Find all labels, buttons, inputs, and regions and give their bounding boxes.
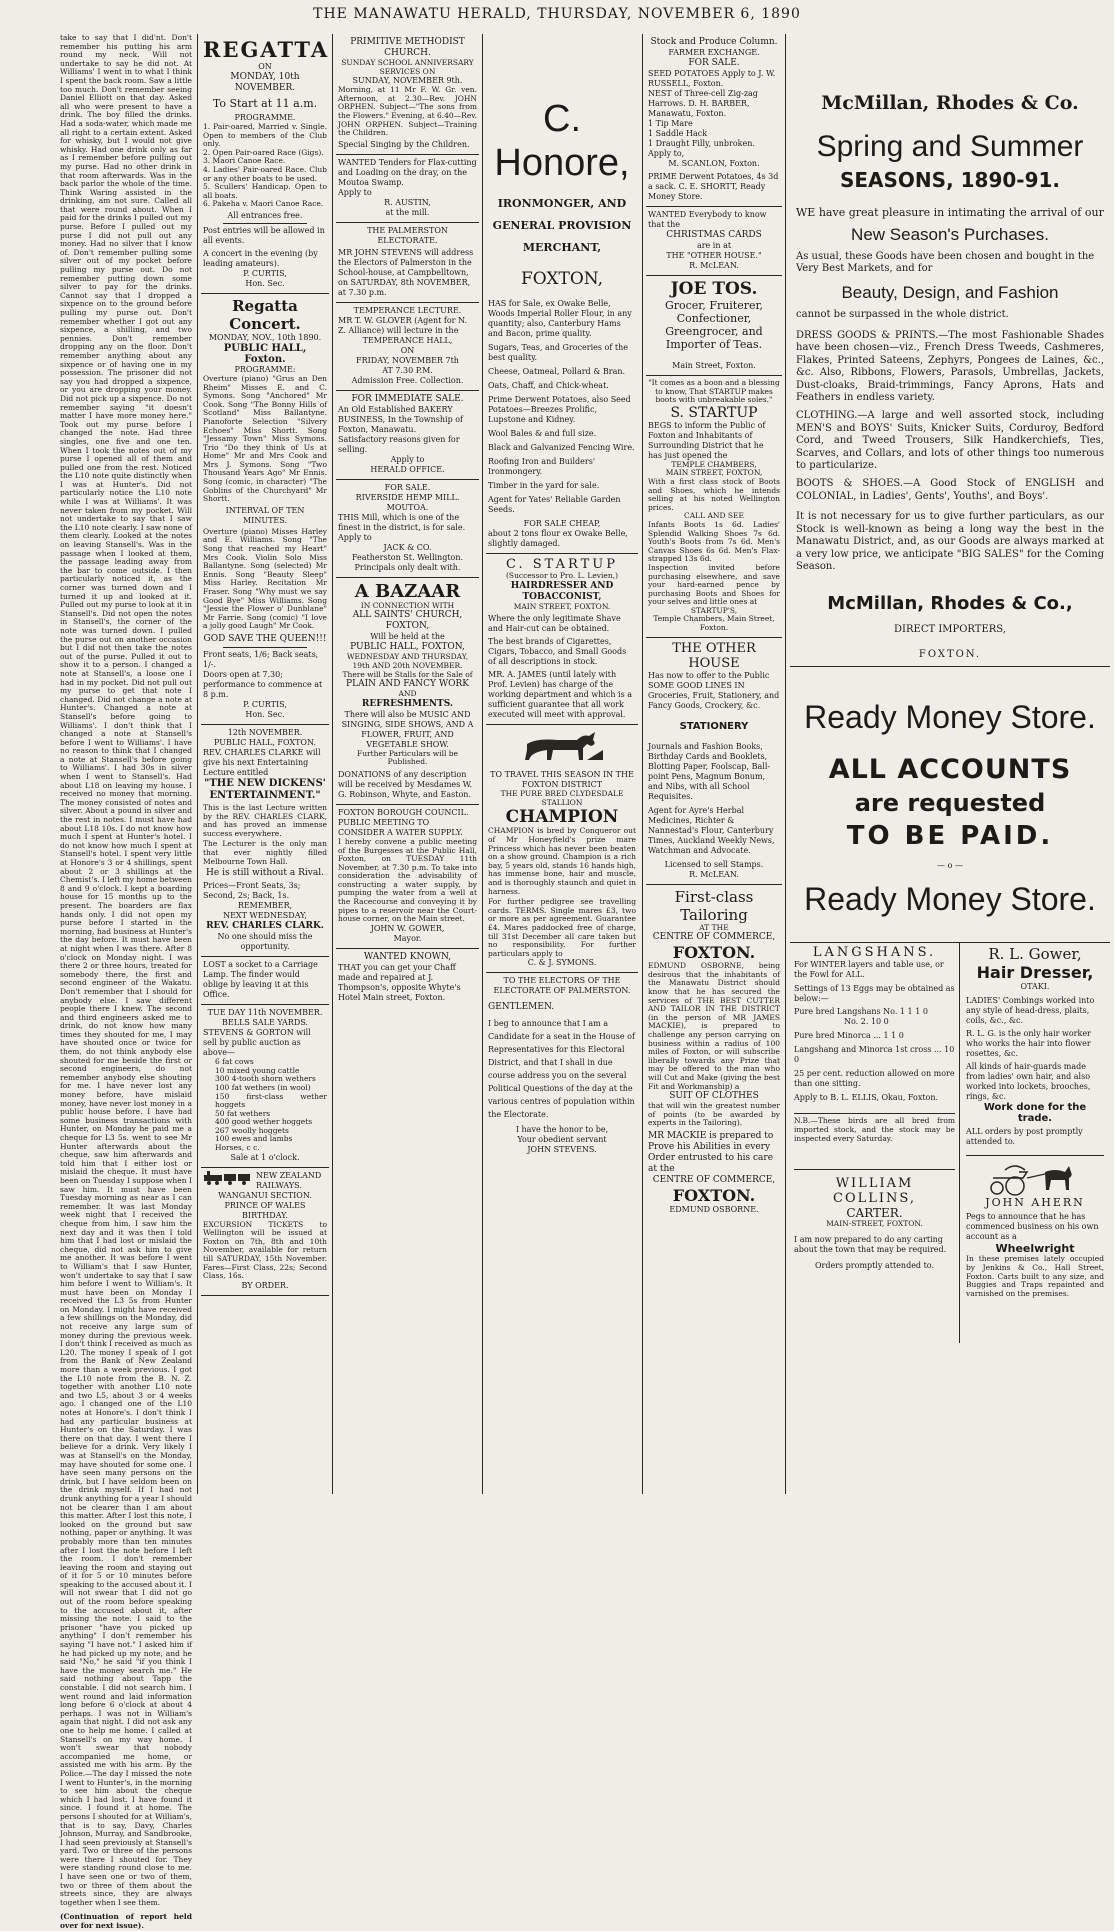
wanted-known-title: WANTED KNOWN, [363,951,452,962]
boots-temple-2: Temple Chambers, Main Street, Foxton. [653,614,775,633]
produce-item: 1 Tip Mare [648,119,693,128]
borough-title: FOXTON BOROUGH COUNCIL. [338,807,469,817]
bazaar-hall: PUBLIC HALL, FOXTON, [350,642,465,653]
tailoring-foxton: FOXTON. [672,943,756,963]
honore-ad [486,34,638,554]
mayor: Mayor. [393,933,422,943]
stationery-title: STATIONERY [679,720,749,732]
joe-tos-trade: Grocer, Fruiterer, Confectioner, Greengrocer, and Importer of Teas. [664,299,764,351]
apply-to: Apply to [390,454,425,464]
tailoring-centre: CENTRE OF COMMERCE, [652,932,776,943]
seed-potatoes: SEED POTATOES Apply to J. W. RUSSELL, Foxton. [648,69,776,88]
honore-wire: Black and Galvanized Fencing Wire. [488,443,635,452]
regatta-title: REGATTA [203,37,330,62]
borough-sub: PUBLIC MEETING TO CONSIDER A WATER SUPPLY. [338,817,463,837]
bazaar-church: ALL SAINTS' CHURCH, FOXTON, [352,610,463,632]
regatta-concert-ad [201,294,329,725]
collins-ad [794,1169,955,1271]
ready-money-ad [790,667,1110,943]
langshans-reduction: 25 per cent. reduction allowed on more than one sitting. [794,1069,955,1089]
concert-title: Regatta Concert. [229,296,301,333]
austin-mill: at the mill. [385,207,430,217]
temp-free: Admission Free. Collection. [351,375,464,385]
mcmillan-we-have: WE have great pleasure in intimating the arrival of our [796,206,1104,219]
apply-to: Apply to [338,187,372,197]
tailoring-suit-body: that will win the greatest number of points (to be awarded by experts in the Tailoring). [648,1101,780,1128]
sale-item: Horses, c c. [215,1143,260,1153]
boots-startups: STARTUP'S, [690,605,738,615]
sale-time: Sale at 1 o'clock. [230,1152,300,1162]
langshans-nb: N.B.—These birds are all bred from imported stock, and the stock may be inspected every Saturday. [794,1113,955,1143]
startup-where: Where the only legitimate Shave and Hair-cut can be obtained. [488,614,621,634]
mcmillan-clothing: CLOTHING.—A large and well assorted stock, including MEN'S and BOYS' Suits, Knicker Suits, Corduroy, Bedford Cord, and Tweed Trousers, Silk Handkerchiefs, Ties, Scarves, and Collars, and lots of other things too numerous to particularize. [796,410,1104,472]
bazaar-ad [336,578,479,805]
temp-on: ON [400,345,415,355]
xmas-cards: CHRISTMAS CARDS [666,230,762,240]
column-rule [642,34,643,1494]
gower-hairdresser: Hair Dresser, [976,963,1094,983]
divider: — o — [937,861,963,871]
honore-timber: Timber in the yard for sale. [488,481,600,490]
ahern-premises: In these premises lately occupied by Jenkins & Co., Hall Street, Foxton. Carts built to any size, and Buggies and Traps repainted and varnished on the premises. [966,1254,1104,1298]
sale-item: 400 good wether hoggets [215,1117,313,1127]
scanlon: M. SCANLON, Foxton. [668,159,760,168]
bazaar-dates: WEDNESDAY AND THURSDAY, 19th AND 20th NOVEMBER. [346,652,469,670]
startup-boots-ad [646,376,782,638]
column-rule [197,34,198,1494]
bazaar-stalls: There will be Stalls for the Sale of [342,669,473,679]
to-be-paid: TO BE PAID. [846,821,1054,852]
gower-only: R. L. G. is the only hair worker who works the hair into flower rosettes, &c. [966,1029,1091,1059]
bakery-body-2: Satisfactory reasons given for selling. [338,434,460,454]
seat-prices: Front seats, 1/6; Back seats, 1/-. [203,649,319,669]
collins-body: I am now prepared to do any carting about the town that may be required. [794,1234,947,1254]
god-save-queen: GOD SAVE THE QUEEN!!! [203,633,327,644]
gower: JOHN W. GOWER, [370,923,445,933]
lecture-body-3: The Lecturer is the only man that ever nightly filled Melbourne Town Hall. [203,839,327,866]
gower-orders: ALL orders by post promptly attended to. [966,1127,1083,1147]
sale-item: 50 fat wethers [215,1108,271,1118]
mcmillan-spring: Spring and Summer [816,130,1084,163]
column-6 [790,34,1110,1494]
lecture-prices: Prices—Front Seats, 3s; Second, 2s; Back, 1s. [203,881,301,901]
stationery-agent: Agent for Ayre's Herbal Medicines, Richter & Nannestad's Flour, Canterbury Times, Auckland Weekly News, Watchman and Advocate. [648,805,775,855]
bakery-body: An Old Established BAKERY BUSINESS, In the Township of Foxton, Manawatu. [338,404,464,434]
church-special: Special Singing by the Children. [338,139,470,149]
mcmillan-usual: As usual, these Goods have been chosen and bought in the Very Best Markets, and for [796,251,1095,274]
sale-yards: BELLS SALE YARDS. [222,1018,308,1028]
bottom-ads [790,943,1110,1343]
joe-tos-title: JOE TOS. [670,279,758,299]
horse-icon [517,730,607,768]
ahern-wheelwright: Wheelwright [995,1242,1075,1256]
tailoring-body: EDMUND OSBORNE, being desirous that the inhabitants of the Manawatu District should know that he has secured the services of THE BEST CUTTER AND TAILOR IN THE DISTRICT (in the person of MR JAMES MACKIE), is prepared to challenge any person carrying on business within a radius of 100 miles of Foxton, or will subscribe liberally towards any Prize that may be offered to the man who will Cut and Make (giving the best Fit and Workmanship) a [648,961,780,1091]
boots-prices: Infants Boots 1s 6d. Ladies' Splendid Walking Shoes 7s 6d. Youth's Boots from 7s 6d. Men's Canvas Shoes 6s 6d. Men's Flax-strapped 13s 6d. [648,519,780,564]
programme-item: 1. Pair-oared, Married v. Single. Open to members of the Club only. [203,122,327,149]
stevens-electors-ad [486,973,638,1158]
tailoring-mackie: MR MACKIE is prepared to Prove his Abilities in every Order entrusted to his care at the [648,1130,774,1174]
mcmillan-seasons: SEASONS, 1890-91. [839,168,1061,192]
lecture-title: "THE NEW DICKENS' ENTERTAINMENT." [204,777,326,801]
mcmillan-ad [790,92,1110,667]
concert-programme-heading: PROGRAMME: [234,364,296,374]
sale-item: 100 fat wethers (in wool) [215,1082,311,1092]
other-house-title: THE OTHER HOUSE [672,640,756,671]
sale-item: 150 first-class wether hoggets [215,1091,327,1110]
column-rule [482,34,483,1494]
ready-money-title-2: Ready Money Store. [804,881,1096,918]
sale-item: 267 woolly hoggets [215,1125,289,1135]
champion-travel: TO TRAVEL THIS SEASON IN THE FOXTON DISTRICT [490,770,634,790]
lecture-hall: PUBLIC HALL, FOXTON. [213,737,317,747]
sale-item: 6 fat cows [215,1057,254,1067]
borough-body: I hereby convene a public meeting of the Burgesses at the Public Hall, Foxton, on TUESDAY 11th November, at 7.30 p.m. To take into consideration the advisability of constructing a water supply, by pumping the water from a well at the Racecourse and conveying it by pipes to a reservoir near the Court-house corner, on the Main street. [338,836,477,924]
langshans-price: Pure bred Minorca ... 1 1 0 [794,1031,904,1041]
herald-office: HERALD OFFICE. [370,464,445,474]
next-wednesday: NEXT WEDNESDAY, [223,911,307,921]
farmer-exchange: FARMER EXCHANGE. [668,48,760,57]
startup-street: MAIN STREET, FOXTON. [513,601,611,611]
bazaar-music: There will also be MUSIC AND SINGING, SIDE SHOWS, AND A [341,709,474,729]
tailoring-title: First-class Tailoring [674,887,754,924]
langshans-price: Langshang and Minorca 1st cross ... 10 0 [794,1045,955,1065]
tailoring-osborne: EDMUND OSBORNE. [669,1204,759,1214]
honore-sugars: Sugars, Teas, and Groceries of the best quality. [488,343,628,362]
electors-honour: I have the honor to be, [515,1125,609,1135]
temp-title: TEMPERANCE LECTURE. [353,305,462,315]
mcmillan-direct: DIRECT IMPORTERS, [894,624,1006,636]
remember: REMEMBER, [237,901,293,911]
church-date: SUNDAY, NOVEMBER 9th. [352,76,463,86]
champion-stallion-ad [486,725,638,973]
gower-otaki: OTAKI. [1020,982,1050,992]
bazaar-held: Will be held at the [370,632,445,642]
boots-temple: TEMPLE CHAMBERS, [671,459,757,469]
honore-trade: IRONMONGER, AND GENERAL PROVISION MERCHANT, [492,197,632,254]
wanted-known-ad [336,949,479,1006]
sale-items [203,1058,327,1153]
mcmillan-new-season: New Season's Purchases. [851,225,1049,244]
column-rule [785,34,786,1494]
church-title: PRIMITIVE METHODIST CHURCH. [350,37,465,58]
apply-to: Apply to [338,532,372,542]
other-house-body: Has now to offer to the Public SOME GOOD LINES IN Groceries, Fruit, Stationery, and Fancy Goods, Crockery, &c. [648,670,780,710]
temp-hall: TEMPERANCE HALL, [362,335,453,345]
collins-orders: Orders promptly attended to. [814,1260,935,1270]
bazaar-donations: DONATIONS of any description will be received by Mesdames W. G. Robinson, Whyte, and Easton. [338,769,473,799]
mcmillan-cannot: cannot be surpassed in the whole district. [796,309,1009,320]
programme-heading: PROGRAMME. [234,113,296,122]
regatta-ad [201,34,329,294]
bazaar-flower: FLOWER, FRUIT, AND VEGETABLE SHOW. [361,729,454,749]
champion-symons: C. & J. SYMONS. [527,958,597,968]
startup-title: C. STARTUP [506,557,618,572]
doors-open: Doors open at 7.30; performance to commence at 8 p.m. [203,669,323,699]
rail-order: BY ORDER. [241,1280,289,1290]
xmas-are: are in at [696,241,732,250]
programme-item: 3. Maori Canoe Race. [203,156,286,166]
continuation-note: (Continuation of report held over for next issue). [60,1912,192,1931]
concert-programme: Overture (piano) "Grus an Den Rheim" Misses E. and C. Symons. Song "Anchored" Mr Cook. Song "The Bonny Hills of Scotland" Miss Ballantyne. Pianoforte Selection "Silvery Echoes" Miss Shortt. Song "Jessamy Town" Miss Symons. Trio "Do they think of Us at Home" Mr and Mrs Cook and Mrs J. Symons. Song "Two Thousand Years Ago" Mr Ennis. Song (comic, in character) "The Goblins of the Churchyard" Mr Shortt. [203,373,327,504]
gower-ahern-ads [962,943,1108,1300]
rail-body: EXCURSION TICKETS to Wellington will be issued at Foxton on 7th, 8th and 10th November, available for return till SATURDAY, 15th November. Fares—First Class, 22s; Second Class, 16s. [203,1219,327,1281]
mcmillan-title: McMillan, Rhodes & Co. [821,92,1079,114]
mcmillan-necessary: It is not necessary for us to give further particulars, as our Stock is well-known as being a long way the best in the Manawatu District, and, as our Goods are always marked at a very low price, we anticipate "BIG SALES" for the Coming Season. [796,511,1104,572]
bazaar-refreshments: REFRESHMENTS. [361,698,454,709]
mcmillan-beauty: Beauty, Design, and Fashion [841,283,1059,302]
langshans-body: For WINTER layers and table use, or the Fowl for ALL. [794,960,944,980]
column-4 [486,34,638,1494]
boots-title: S. STARTUP [670,404,758,421]
bazaar-conn: IN CONNECTION WITH [360,600,455,610]
joe-tos-ad [646,276,782,376]
joe-tos-street: Main Street, Foxton. [672,361,756,370]
bazaar-and: AND [398,689,417,699]
austin: R. AUSTIN, [384,197,431,207]
tailoring-centre-2: CENTRE OF COMMERCE, [652,1174,776,1185]
buggy-icon [985,1160,1085,1196]
stevens-body: MR JOHN STEVENS will address the Electors of Palmerston in the School-house, at Campbelltown, on SATURDAY, 8th NOVEMBER, at 7.30 p.m. [338,247,474,297]
christmas-cards-ad [646,207,782,276]
startup-hairdresser-ad [486,554,638,725]
xmas-wanted: WANTED Everybody to know that the [648,210,767,229]
regatta-start: To Start at 11 a.m. [212,97,318,110]
honore-cheap: FOR SALE CHEAP, [523,519,601,528]
boots-quote: "It comes as a boon and a blessing to know, That STARTUP makes boots with unbreakable soles." [648,378,780,405]
produce-item: 1 Draught Filly, unbroken. [648,139,755,148]
column-2 [201,34,329,1494]
honore-wool: Wool Bales & and full size. [488,429,597,438]
langshans-price: No. 2. 10 0 [844,1017,889,1027]
wanted-known-body: THAT you can get your Chaff made and repaired at J. Thompson's, opposite Whyte's Hotel Main street, Foxton. [338,962,461,1002]
collins-street: MAIN-STREET, FOXTON. [826,1219,923,1229]
xmas-other-house: THE "OTHER HOUSE." [666,251,762,260]
flax-body: WANTED Tenders for Flax-cutting and Loading on the dray, on the Moutoa Swamp. [338,157,477,187]
startup-sub: (Successor to Pro. L. Levien,) [506,571,618,580]
church-body: Morning, at 11 Mr F. W. Gr. ven. Afternoon, at 2.30—Rev. JOHN ORPHEN. Subject—"The sons from the Flowers." Evening, at 6.40—Rev. JOHN ORPHEN. Subject—Training the Children. [338,85,477,138]
church-sub: SUNDAY SCHOOL ANNIVERSARY SERVICES ON [341,58,474,76]
harrows: NEST of Three-cell Zig-zag Harrows. D. H. BARBER, Manawatu, Foxton. [648,89,758,118]
electors-title: TO THE ELECTORS OF THE ELECTORATE OF PALMERSTON. [493,976,631,996]
hemp-body: THIS Mill, which is one of the finest in the district, is for sale. [338,512,466,532]
mcmillan-boots: BOOTS & SHOES.—A Good Stock of ENGLISH and COLONIAL, in Ladies', Gents', Youths', and Boys'. [796,478,1104,502]
bakery-sale-ad [336,391,479,480]
court-report-text: take to say that I did'nt. Don't remember his putting his arm round my neck. Will not undertake to say he did not. At Williams' I went in to what I think I spent the back room. Saw a little too much. Don't remember seeing Daniel Elliott on that day. Asked all who were present to have a drink. The boy filled the drinks. Had a soda-water, which made me all right to a certain extent. Asked for whisky, but I would not give whisky. Had one drink only as far as I remember before pulling out my purse. Had no other drink in that room afterwards. Was in the back parlor the whole of the time. Think Waring assisted in the drinking, am not sure. Called all that were round about. When I paid for the drinks I pulled out my purse. Before I pulled out my purse I did not pull out any money. Had no silver that I know of. Don't remember pulling some silver out of my pocket before pulling my purse out. Do not remember putting down some silver to pay for the drinks. Cannot say that I dropped a sixpence on to the ground before pulling my purse out. Don't remember whether I got out any sixpence, a shilling, and two pennies. Don't remember dropping any on the floor. Don't remember anything about any sixpence or of having one in my possession. The prisoner did not say you had dropped a sixpence, or you are dropping your money. Did not pick up a sixpence. Do not remember saying "it doesn't matter I have more money here." Took out my purse before I changed the note. Had three singles, one five and one ten. When I took the notes out of my purse I opened all of them and pulled one from the rest. Noticed the L10 note quite distinctly when I was at Hunter's. Did not particularly notice the L10 note while I was at Williams'. It was never taken from my pocket. Will not undertake to say that I saw the L10 note clearly. I saw none of them clearly. Looked at the notes on leaving Stansell's. Was in the passage when I looked at them, the passage leading away from the bar to come outside. I then particularly noticed it, as the corner was turned down and I turned it up and looked at it. Pulled out my purse to look at it in Stansell's. Did not open the notes in Stansell's, the corner of the note was turned down. I pulled the purse out on another occasion but I did not then take the notes out of the purse. Pulled it out to show it to a person. I changed a note at Stansell's, a loose one I had in my pocket. Did not pull out my purse to get that note I changed. Did not change a note at Hunter's. Changed a note at Stansell's before going to Williams'. I don't think that I changed a note at Stansell's before I went to Williams'. I have no reason to think that I changed a note at Stansell's before going to Williams'. I had 30s in silver when I went to Stansell's. Had about L18 on leaving my house. I received no money that morning. The money consisted of notes and silver. About a pound in silver and the rest in notes. I must have had about L18 10s. I do not know how much I spent at Hunter's hotel. I do not know how much I spent at Stansell's hotel. I spent very little at Honore's 3 or 4 shillings, spent about 2 or 3 shillings at the Chemist's. I left my home between 8 and 9 o'clock. I kept a boarding house for 15 months up to the present. The boarders are flax hands only. I did not open my purse before I started in the morning, had business at Hunter's the day before. It must have been at night when I was there. After 8 o'clock on Monday night. I was there 2 or three hours, treated for somebody there, the first and second engineer of the Wakatu. Don't remember that I should for anybody else. I saw different people there I knew. The second and third engineers asked me to drink, do not know how many times they shouted for me, I may have shouted once or twice for them, do not think anybody else shouted for me beside the first or second engineers, do not remember anybody else shouting for me. I have never lost any money before, have mislaid money, have never lost money in a public house before. I have had some business transactions with Hunter, on Monday he paid me a cheque for L3 5s. went to see Mr Hunter afterwards about the cheque, saw him afterwards and told him that I either lost or mislaid the cheque. It must have been on Tuesday I suppose when I saw him. It must have been Tuesday morning as near as I can remember. It was last Monday week night that I received the cheque from him. I saw him the next day and it was then I told him that I had lost or mislaid the cheque, did not ask him to give me another. It was before I went to William's that I saw Hunter, won't undertake to say that I saw him before I went to William's. It must have been on Monday I received the L3 5s from Hunter on Monday. I might have received a few shillings on the Monday, did not receive any large sum of money during the previous week. I don't think I received as much as L20. The money I speak of I got from the Bank of New Zealand more than a week previous. I got the L10 note from the B. N. Z. together with another L10 note and two L5, about 3 or 4 weeks ago. I changed one of the L10 notes at Honore's. I don't think I had any particular business at Hunter's on the Saturday. I was there on that day. I went there I believe for a drink. Very likely I was at Stansell's on the Monday, may have shouted for some one. I have seen many persons on the drink, but I have seldom been on the drink myself. If I had not drunk anything for a year I should not be clearer than I am about this matter. After I lost this note, I looked on the ground but saw nothing, paper or anything. It was probably more than ten minutes after I lost the note before I left the room. I don't remember leaving the room and staying out of it for 5 or 10 minutes before speaking to the accused about it. I will not swear that I did not go out of the room before speaking to the accused about it, after missing the note. I said to the prisoner "have you picked up anything" I don't remember his saying "I have not." I asked him if he had picked up my note, and he said "No," he said "if you think I have the money search me." He said nothing about Tapp the constable. I did not search him. I went round and laid information long before 6 o'clock at about 4 perhaps. I was not in William's again that night. I did not ask any one to help me home. I called at Stansell's on my way home. I won't swear that nobody accompanied me home, or assisted me with his arm. By the Police.—The day I missed the note I went to Hunter's, in the morning to see him about the cheque which I had lost. I have found it since. I found it at home. The persons I shouted for at William's, that is to say, Davy, Charles Johnson, Murray, and Sandbrooke, I had seen previously at Stansell's yard. Two or three of the persons were there I shouted for. They were standing round close to me. I have seen one or two of them, two or three of them about the streets since, they are always together when I see them. [60,33,192,1907]
borough-council-ad [336,805,479,949]
lecture-body-2: This is the last Lecture written by the REV. CHARLES CLARK, and has proved an immense success everywhere. [203,802,327,838]
court-report-column [60,33,192,1931]
tailoring-at: AT THE [699,922,729,932]
hemp-mill-ad [336,480,479,578]
ahern-title: JOHN AHERN [985,1196,1085,1210]
train-icon [203,1171,253,1185]
ahern-pegs: Pegs to announce that he has commenced business on his own account as a [966,1212,1099,1242]
electors-stevens: JOHN STEVENS. [527,1145,597,1155]
startup-james: MR. A. JAMES (until lately with Prof. Levien) has charge of the working department and which is a sufficient guarantee that all work executed will meet with approval. [488,670,633,720]
signature: P. CURTIS, [243,699,287,709]
masthead: THE MANAWATU HERALD, THURSDAY, NOVEMBER 6, 1890 [313,6,801,22]
concert-programme-2: Overture (piano) Misses Harley and E. Williams. Song "The Song that reached my Heart" Mrs Cook. Violin Solo Miss Ballantyne. Song (selected) Mr Ennis. Song "Beauty Sleep" Miss Harley. Recitation Mr Fraser. Song "Why must we say Good Bye" Miss Williams. Song "Jessie the Flower o' Dunblane" Mr Farrie. Song (comic) "I love a jolly good Laugh" Mr Cook. [203,526,327,631]
gower-kinds: All kinds of hair-guards made from ladies' own hair, and also worked into lockets, brooches, rings, &c. [966,1062,1091,1102]
boots-street: MAIN STREET, FOXTON, [665,468,763,478]
honore-yates: Agent for Yates' Reliable Garden Seeds. [488,495,621,514]
champion-body: CHAMPION is bred by Conqueror out of Mr Honeyfield's prize mare Princess which has never been beaten on a show ground. Champion is a rich bay, 5 years old, stands 16 hands high, has immense bone, hair and muscle, and is thoroughly staunch and quiet in harness. [488,826,636,896]
produce-title: Stock and Produce Column. [650,37,778,47]
gower-ladies: LADIES' Combings worked into any style of head-dress, plaits, coils, &c., &c. [966,996,1095,1026]
signature-title: Hon. Sec. [245,278,285,288]
boots-inspect: Inspection invited before purchasing elsewhere, and save your hard-earned pence by purchasing Boots and Shoes for your selves and little ones at [648,562,780,607]
mcmillan-foxton: FOXTON. [918,649,982,661]
stock-sale-ad [201,1005,329,1168]
post-entries: Post entries will be allowed in all events. [203,225,325,245]
programme-item: 2. Open Pair-oared Race (Gigs). [203,147,324,157]
temp-time: AT 7.30 P.M. [382,365,433,375]
honore-has: HAS for Sale, ex Owake Belle, Woods Imperial Roller Flour, in any quantity; also, Canterbury Hams and Bacon, prime quality. [488,299,632,338]
honore-title: C. Honore, [494,98,630,184]
electors-servant: Your obedient servant [517,1135,607,1145]
honore-potatoes: Prime Derwent Potatoes, also Seed Potatoes—Breezes Prolific, Lupstone and Kidney. [488,395,631,424]
gower-title: R. L. Gower, [988,945,1082,964]
lecture-date: 12th NOVEMBER. [227,727,303,737]
column-rule [332,34,333,1494]
boots-with: With a first class stock of Boots and Shoes, which he intends selling at his noted Wellington prices. [648,476,780,512]
temp-date: FRIDAY, NOVEMBER 7th [356,355,459,365]
tailoring-foxton-2: FOXTON. [672,1185,756,1205]
startup-trade: HAIRDRESSER AND TOBACCONIST, [510,580,614,602]
produce-item: 1 Saddle Hack [648,129,708,138]
primitive-methodist-ad [336,34,479,155]
temperance-ad [336,303,479,391]
electors-gentlemen: GENTLEMEN. [488,1002,555,1013]
hemp-title: RIVERSIDE HEMP MILL. MOUTOA. [355,492,460,512]
concert-note: A concert in the evening (by leading amateurs). [203,248,318,268]
concert-date: MONDAY, NOV., 10th 1890. [208,332,322,342]
regatta-on: ON [258,62,272,71]
langshans-price: Pure bred Langshans No. 1 1 1 0 [794,1007,928,1017]
for-sale: FOR SALE. [384,482,431,492]
langshans-ellis: Apply to B. L. ELLIS, Okau, Foxton. [794,1093,939,1103]
rev-clark: REV. CHARLES CLARK. [206,921,324,932]
honore-roofing: Roofing Iron and Builders' Ironmongery. [488,457,596,476]
electors-letter: I beg to announce that I am a Candidate for a seat in the House of Representatives for this Electoral District, and that I shall in due course address you on the several Political Questions of the day at the various centres of population within the Electorate. [488,1019,635,1120]
are-requested: are requested [854,789,1046,818]
column-3 [336,34,479,1494]
entrances-free: All entrances free. [227,210,303,220]
bakery-title: FOR IMMEDIATE SALE. [351,393,464,404]
langshans-collins-ads [790,943,960,1343]
lecture-rival: He is still without a Rival. [206,868,324,879]
jack-address: Featherston St. Wellington. [351,552,464,562]
collins-title: WILLIAM COLLINS, [833,1176,916,1207]
mcmillan-dress: DRESS GOODS & PRINTS.—The most Fashionable Shades have been chosen—viz., French Dress Tweeds, Cashmeres, Flakes, Printed Sateens, Zephyrs, Pongees de Laines, &c., &c. Also, Ribbons, Flowers, Parasols, Umbrellas, Jackets, Dust-cloaks, Braid-trimmings, Fancy Aprons, Hats and Feathers in endless variety. [796,330,1104,404]
honore-cheap-body: about 2 tons flour ex Owake Belle, slightly damaged. [488,529,628,548]
palm-title: THE PALMERSTON ELECTORATE. [367,225,448,245]
sale-item: 300 4-tooth shorn wethers [215,1074,316,1084]
column-5 [646,34,782,1494]
mcmillan-signature: McMillan, Rhodes & Co., [827,593,1073,615]
bazaar-further: Further Particulars will be Published. [356,748,458,767]
programme-item: 4. Ladies' Pair-oared Race. Club or any other boats to be used. [203,164,327,183]
flax-tender-ad [336,155,479,223]
langshans-title: LANGSHANS. [812,945,937,961]
apply-to: Apply to, [648,149,685,158]
sale-body: STEVENS & GORTON will sell by public auction as above— [203,1028,311,1058]
stationery-stamps: Licensed to sell Stamps. [664,859,764,869]
tailoring-suit: SUIT OF CLOTHES [669,1091,759,1102]
champion-title: CHAMPION [505,807,619,828]
rail-event: PRINCE OF WALES BIRTHDAY. [224,1200,306,1220]
prime-potatoes: PRIME Derwent Potatoes, 4s 3d a sack. C. E. SHORTT, Ready Money Store. [648,172,779,201]
champion-terms: For further pedigree see travelling cards. TERMS. Single mares £3, two or more as per agreement. Guarantee £4. Mares paddocked free of charge, till 31st December all care taken but no responsibility. For further particulars apply to [488,897,636,958]
ready-money-title: Ready Money Store. [804,699,1096,736]
lost-lamp-ad: LOST a socket to a Carriage Lamp. The finder would oblige by leaving it at this Office. [201,957,329,1005]
gower-work: Work done for the trade. [983,1102,1087,1125]
boots-body: BEGS to inform the Public of Foxton and Inhabitants of Surrounding District that he has just opened the [648,420,766,460]
principals: Principals only dealt with. [354,562,461,572]
jack-co: JACK & CO. [383,542,432,552]
clarke-lecture-ad [201,725,329,957]
startup-brands: The best brands of Cigarettes, Cigars, Tobacco, and Small Goods of all descriptions in stock. [488,637,627,667]
palmerston-electorate-ad [336,223,479,303]
xmas-mclean: R. McLEAN. [689,261,739,270]
regatta-date: MONDAY, 10th NOVEMBER. [230,72,300,93]
stationery-body: Journals and Fashion Books, Birthday Cards and Booklets, Blotting Paper, Foolscap, Ball-point Pens, Magnum Bonum, and Nibs, with all School Requisites. [648,741,771,801]
railways-ad [201,1168,329,1296]
produce-for-sale: FOR SALE. [688,58,740,68]
interval-note: INTERVAL OF TEN MINUTES. [225,505,305,525]
boots-call: CALL AND SEE [684,511,744,521]
rail-section: WANGANUI SECTION. [218,1190,312,1200]
no-one-miss: No one should miss the opportunity. [217,932,313,952]
lecture-body: REV. CHARLES CLARKE will give his next Entertaining Lecture entitled [203,747,321,777]
temp-body: MR T. W. GLOVER (Agent for N. Z. Alliance) will lecture in the [338,315,468,335]
other-house-ad [646,638,782,885]
sale-item: 10 mixed young cattle [215,1065,300,1075]
collins-carter: CARTER. [846,1206,903,1221]
champion-pure: THE PURE BRED CLYDESDALE STALLION [500,789,624,807]
bazaar-title: A BAZAAR [354,580,461,602]
ahern-ad [966,1155,1104,1298]
programme-item: 6. Pakeha v. Maori Canoe Race. [203,199,324,209]
programme-item: 5. Scullers' Handicap. Open to all boats. [203,182,327,200]
honore-town: FOXTON, [520,269,603,289]
concert-hall: PUBLIC HALL, Foxton. [223,342,307,365]
langshans-settings: Settings of 13 Eggs may be obtained as below:— [794,984,955,1004]
sale-item: 100 ewes and lambs [215,1134,293,1144]
honore-cheese: Cheese, Oatmeal, Pollard & Bran. [488,367,626,376]
sale-date: TUE DAY 11th NOVEMBER. [207,1008,323,1018]
stationery-mclean: R. McLEAN. [689,869,739,879]
bazaar-plain: PLAIN AND FANCY WORK [346,679,469,690]
tailoring-ad [646,885,782,1218]
honore-oats: Oats, Chaff, and Chick-wheat. [488,381,609,390]
all-accounts: ALL ACCOUNTS [828,754,1072,786]
rail-title: NEW ZEALAND RAILWAYS. [256,1170,322,1190]
signature: P. CURTIS, [243,268,287,278]
programme-list [203,123,327,209]
signature-title: Hon. Sec. [245,709,285,719]
produce-column [646,34,782,207]
